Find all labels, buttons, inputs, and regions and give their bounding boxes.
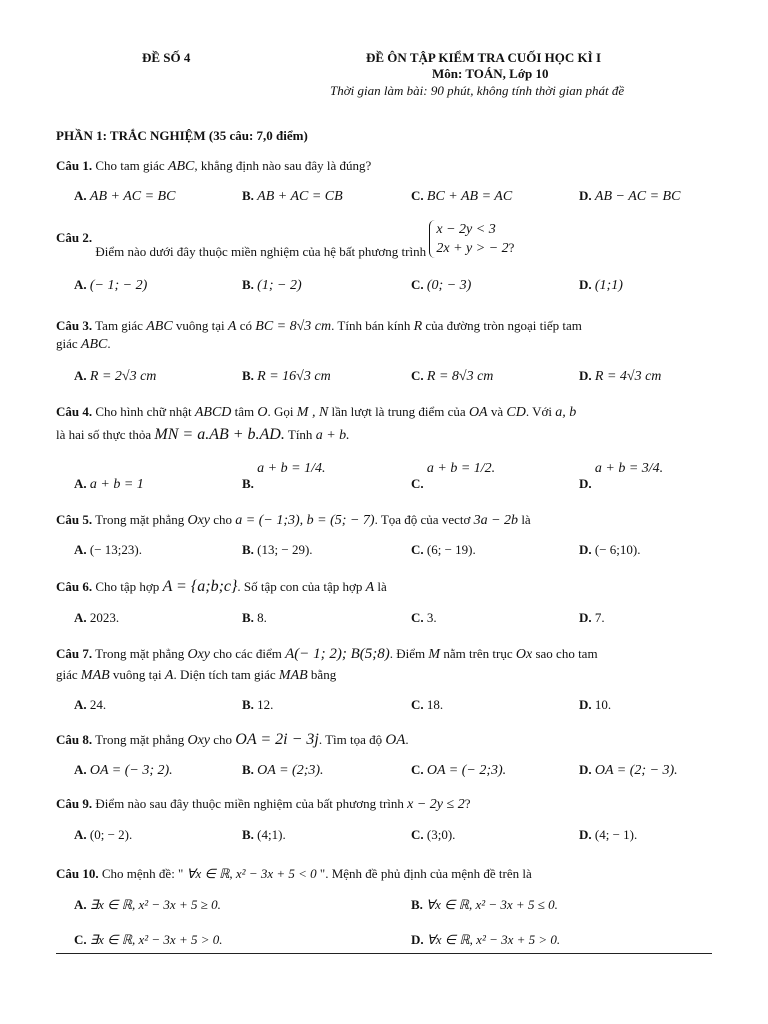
question-4-line2: là hai số thực thỏa MN = a.AB + b.AD. Tính a + b. xyxy=(56,426,350,443)
q3-option-b: B. R = 16√3 cm xyxy=(242,368,331,384)
question-label: Câu 4. xyxy=(56,404,93,419)
q6-option-b: B. 8. xyxy=(242,610,267,625)
q2-option-d: D. (1;1) xyxy=(579,277,623,293)
exam-time: Thời gian làm bài: 90 phút, không tính thời gian phát đề xyxy=(330,83,625,98)
exam-title: ĐỀ ÔN TẬP KIỂM TRA CUỐI HỌC KÌ I xyxy=(366,50,602,65)
q5-option-a: A. (− 13;23). xyxy=(74,542,142,557)
question-label: Câu 10. xyxy=(56,866,99,881)
question-7-line2: giác MAB vuông tại A. Diện tích tam giác MAB bằng xyxy=(56,667,337,683)
q4-option-a: A. a + b = 1 xyxy=(74,476,144,492)
question-2: Câu 2. Điểm nào dưới đây thuộc miền nghiệm của hệ bất phương trình x − 2y < 3 2x + y > − 2? xyxy=(56,222,515,259)
question-label: Câu 2. xyxy=(56,229,93,245)
question-1: Câu 1. Cho tam giác ABC, khẳng định nào sau đây là đúng? xyxy=(56,158,372,174)
q5-option-b: B. (13; − 29). xyxy=(242,542,313,557)
q2-option-a: A. (− 1; − 2) xyxy=(74,277,148,293)
q4-option-b: B. a + b = 1/4. xyxy=(242,461,326,491)
q8-option-d: D. OA = (2; − 3). xyxy=(579,762,678,778)
question-label: Câu 8. xyxy=(56,732,93,747)
question-3: Câu 3. Tam giác ABC vuông tại A có BC = 8√3 cm. Tính bán kính R của đường tròn ngoại tiếp tam xyxy=(56,318,582,334)
inequality-system: x − 2y < 3 2x + y > − 2 xyxy=(429,220,508,258)
q3-option-d: D. R = 4√3 cm xyxy=(579,368,662,384)
q8-option-c: C. OA = (− 2;3). xyxy=(411,762,507,778)
question-3-line2: giác ABC. xyxy=(56,336,111,352)
q6-option-c: C. 3. xyxy=(411,610,437,625)
q7-option-a: A. 24. xyxy=(74,697,107,712)
question-label: Câu 1. xyxy=(56,158,93,173)
q1-option-b: B. AB + AC = CB xyxy=(242,188,343,204)
q8-option-b: B. OA = (2;3). xyxy=(242,762,324,778)
q9-option-c: C. (3;0). xyxy=(411,827,456,842)
q4-option-d: D. a + b = 3/4. xyxy=(579,461,664,491)
q9-option-d: D. (4; − 1). xyxy=(579,827,638,842)
question-label: Câu 7. xyxy=(56,646,93,661)
q7-option-c: C. 18. xyxy=(411,697,444,712)
q10-option-a: A. ∃x ∈ ℝ, x² − 3x + 5 ≥ 0. xyxy=(74,897,221,912)
part-heading: PHẦN 1: TRẮC NGHIỆM (35 câu: 7,0 điểm) xyxy=(56,128,308,143)
exam-number: ĐỀ SỐ 4 xyxy=(142,50,191,65)
q5-option-d: D. (− 6;10). xyxy=(579,542,641,557)
question-4: Câu 4. Cho hình chữ nhật ABCD tâm O. Gọi M , N lần lượt là trung điểm của OA và CD. Với a, b xyxy=(56,404,577,420)
question-5: Câu 5. Trong mặt phẳng Oxy cho a = (− 1;3), b = (5; − 7). Tọa độ của vectơ 3a − 2b là xyxy=(56,512,531,528)
question-8: Câu 8. Trong mặt phẳng Oxy cho OA = 2i − 3j. Tìm tọa độ OA. xyxy=(56,731,409,748)
question-7: Câu 7. Trong mặt phẳng Oxy cho các điểm A(− 1; 2); B(5;8). Điểm M nằm trên trục Ox sao cho tam xyxy=(56,646,598,662)
q7-option-b: B. 12. xyxy=(242,697,274,712)
q7-option-d: D. 10. xyxy=(579,697,612,712)
q6-option-a: A. 2023. xyxy=(74,610,120,625)
question-label: Câu 6. xyxy=(56,579,93,594)
q9-option-b: B. (4;1). xyxy=(242,827,286,842)
question-label: Câu 3. xyxy=(56,318,93,333)
exam-subject: Môn: TOÁN, Lớp 10 xyxy=(432,66,549,81)
q6-option-d: D. 7. xyxy=(579,610,605,625)
q1-option-a: A. AB + AC = BC xyxy=(74,188,176,204)
q10-option-d: D. ∀x ∈ ℝ, x² − 3x + 5 > 0. xyxy=(411,932,561,947)
page-bottom-rule xyxy=(56,953,712,954)
question-6: Câu 6. Cho tập hợp A = {a;b;c}. Số tập con của tập hợp A là xyxy=(56,578,387,595)
q3-option-a: A. R = 2√3 cm xyxy=(74,368,157,384)
q2-option-c: C. (0; − 3) xyxy=(411,277,472,293)
q4-option-c: C. a + b = 1/2. xyxy=(411,461,496,491)
question-label: Câu 5. xyxy=(56,512,93,527)
question-10: Câu 10. Cho mệnh đề: " ∀x ∈ ℝ, x² − 3x + 5 < 0 ". Mệnh đề phủ định của mệnh đề trên là xyxy=(56,866,532,881)
q8-option-a: A. OA = (− 3; 2). xyxy=(74,762,173,778)
q1-option-c: C. BC + AB = AC xyxy=(411,188,513,204)
q9-option-a: A. (0; − 2). xyxy=(74,827,133,842)
question-9: Câu 9. Điểm nào sau đây thuộc miền nghiệm của bất phương trình x − 2y ≤ 2? xyxy=(56,796,471,812)
q3-option-c: C. R = 8√3 cm xyxy=(411,368,494,384)
q10-option-c: C. ∃x ∈ ℝ, x² − 3x + 5 > 0. xyxy=(74,932,223,947)
question-label: Câu 9. xyxy=(56,796,93,811)
q1-option-d: D. AB − AC = BC xyxy=(579,188,681,204)
q5-option-c: C. (6; − 19). xyxy=(411,542,476,557)
q2-option-b: B. (1; − 2) xyxy=(242,277,302,293)
q10-option-b: B. ∀x ∈ ℝ, x² − 3x + 5 ≤ 0. xyxy=(411,897,558,912)
